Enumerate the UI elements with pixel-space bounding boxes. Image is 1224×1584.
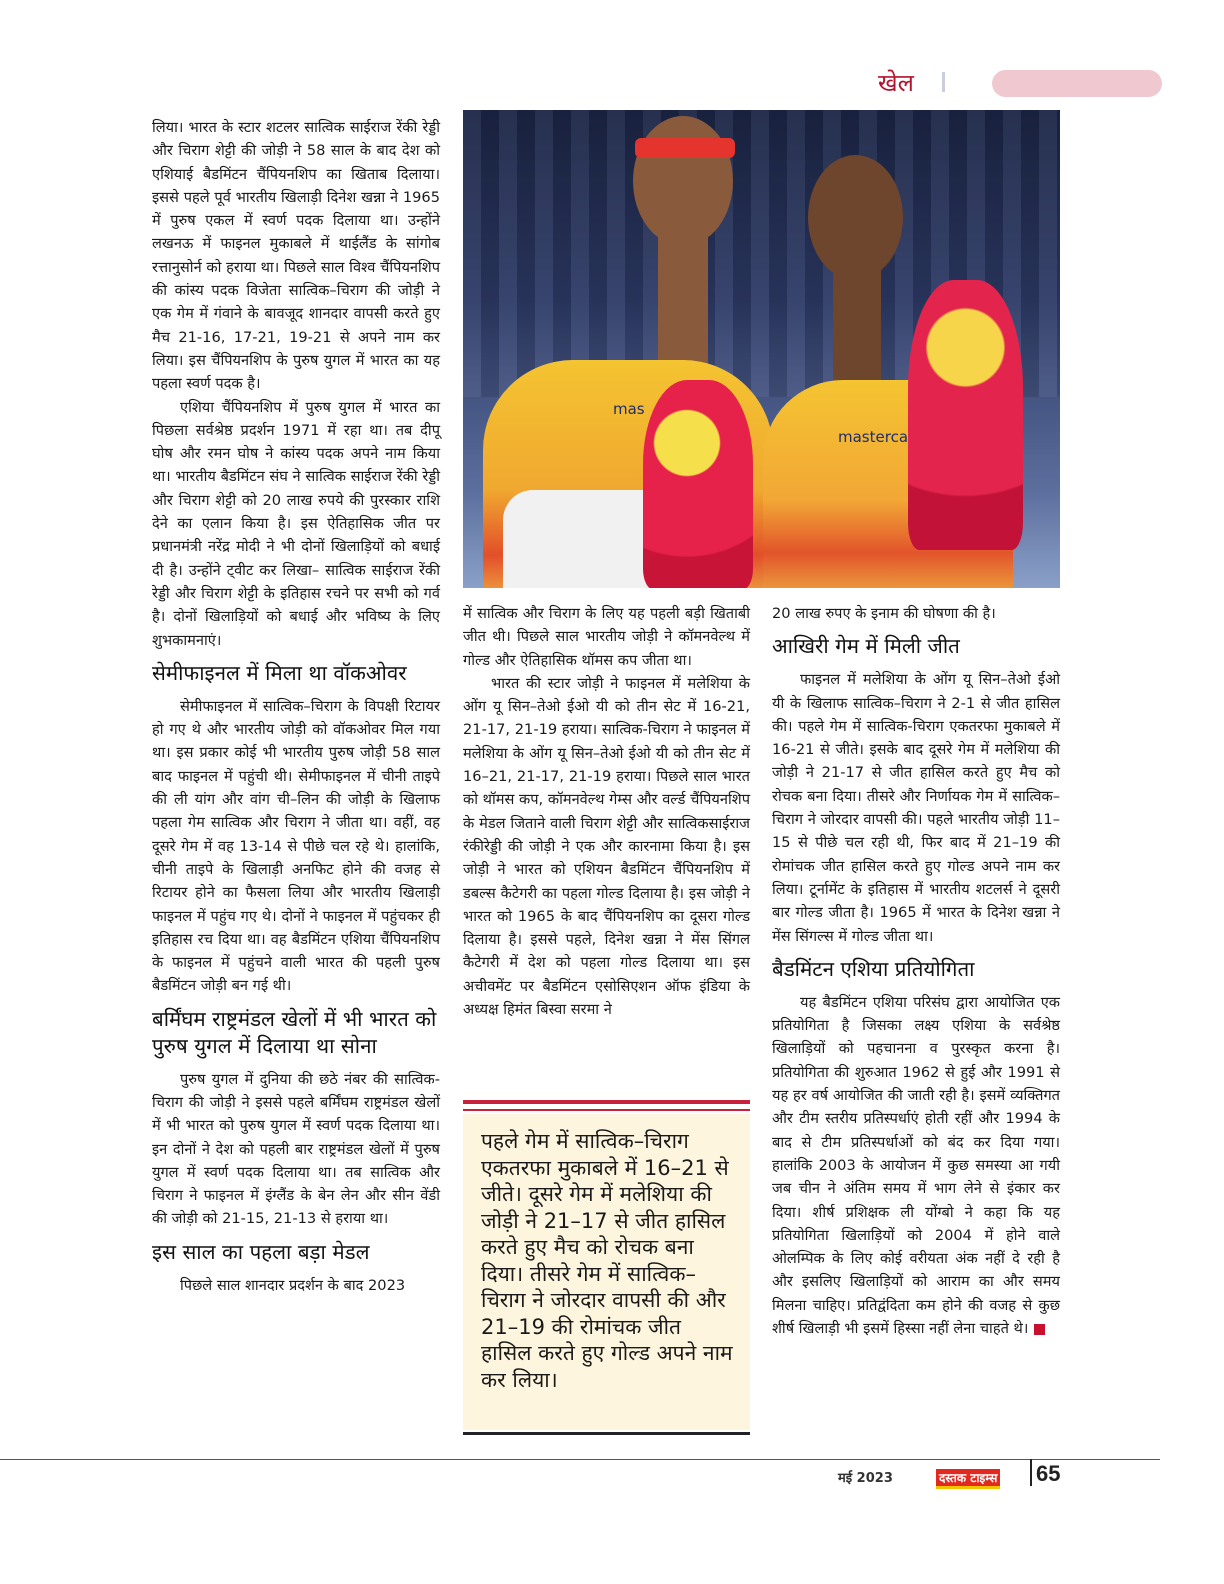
bouquet-right [908, 280, 1023, 550]
issue-date: मई 2023 [838, 1471, 893, 1486]
header-divider [942, 72, 945, 92]
subheading: आखिरी गेम में मिली जीत [772, 634, 960, 659]
paragraph-text: यह बैडमिंटन एशिया परिसंघ द्वारा आयोजित एक प्रतियोगिता है जिसका लक्ष्य एशिया के सर्वश्रेष्ठ खिलाड़ियों को पहचानना व पुरस्कृत करना है। प्रतियोगिता की शुरुआत 1962 से हुई और 1991 से यह हर वर्ष आयोजित की जाती रही है। इसमें व्यक्तिगत और टीम स्तरीय प्रतिस्पर्धाएं होती रहीं और 1994 के बाद से टीम प्रतिस्पर्धाओं को बंद कर दिया गया। हालांकि 2003 के आयोजन में कुछ समस्या आ गयी जब चीन ने अंतिम समय में भाग लेने से इंकार कर दिया। शीर्ष प्रशिक्षक ली योंग्बो ने कहा कि यह प्रतियोगिता खिलाड़ियों को 2004 में होने वाले ओलम्पिक के लिए कोई वरीयता अंक नहीं दे रही है और इसलिए खिलाड़ियों को आराम का और समय मिलना चाहिए। प्रतिद्वंदिता कम होने की वजह से कुछ शीर्ष खिलाड़ी भी इसमें हिस्सा नहीं लेना चाहते थे। [772, 993, 1060, 1338]
paragraph: सेमीफाइनल में सात्विक–चिराग के विपक्षी रिटायर हो गए थे और भारतीय जोड़ी को वॉकओवर मिल गया था। इस प्रकार कोई भी भारतीय पुरुष जोड़ी 58 साल बाद फाइनल में पहुंची थी। सेमीफाइनल में चीनी ताइपे की ली यांग और वांग ची–लिन की जोड़ी के खिलाफ पहला गेम सात्विक और चिराग ने जीता था। वहीं, वह दूसरे गेम में वह 13-14 से पीछे चल रहे थे। हालांकि, चीनी ताइपे के खिलाड़ी अनफिट होने की वजह से रिटायर होने का फैसला लिया और भारतीय खिलाड़ी फाइनल में पहुंच गए थे। दोनों ने फाइनल में पहुंचकर ही इतिहास रच दिया था। वह बैडमिंटन एशिया चैंपियनशिप के फाइनल में पहुंचने वाली भारत की पहली पुरुष बैडमिंटन जोड़ी बन गई थी। [152, 697, 440, 995]
page-number: 65 [1036, 1461, 1061, 1486]
article-column-2 [463, 602, 750, 1021]
headband [635, 138, 735, 158]
paragraph: पिछले साल शानदार प्रदर्शन के बाद 2023 [180, 1276, 406, 1294]
player-left-head [633, 116, 733, 246]
player-right-head [808, 155, 903, 280]
players-photo [463, 110, 1060, 588]
subheading: बर्मिंघम राष्ट्रमंडल खेलों में भी भारत को पुरुष युगल में दिलाया था सोना [152, 1006, 437, 1058]
header-decoration [992, 70, 1162, 97]
footer-divider [0, 1459, 1160, 1460]
paragraph: लिया। भारत के स्टार शटलर सात्विक साईराज रेंकी रेड्डी और चिराग शेट्टी की जोड़ी ने 58 साल के बाद देश को एशियाई बैडमिंटन चैंपियनशिप का खिताब दिलाया। इससे पहले पूर्व भारतीय खिलाड़ी दिनेश खन्ना ने 1965 में पुरुष एकल में स्वर्ण पदक दिलाया था। उन्होंने लखनऊ में फाइनल मुकाबले में थाईलैंड के सांगोब रत्तानुसोर्न को हराया था। पिछले साल विश्व चैंपियनशिप की कांस्य पदक विजेता सात्विक–चिराग की जोड़ी ने एक गेम में गंवाने के बावजूद शानदार वापसी करते हुए मैच 21-16, 17-21, 19-21 से अपने नाम कर लिया। इस चैंपियनशिप के पुरुष युगल में भारत का यह पहला स्वर्ण पदक है। [152, 119, 440, 393]
paragraph: 20 लाख रुपए के इनाम की घोषणा की है। [772, 605, 996, 622]
article-column-1 [152, 116, 440, 1297]
subheading: इस साल का पहला बड़ा मेडल [152, 1239, 370, 1264]
paragraph [772, 991, 1060, 1340]
paragraph: में सात्विक और चिराग के लिए यह पहली बड़ी खिताबी जीत थी। पिछले साल भारतीय जोड़ी ने कॉमनवेल्थ में गोल्ड और ऐतिहासिक थॉमस कप जीता था। [463, 605, 750, 669]
subheading: सेमीफाइनल में मिला था वॉकओवर [152, 660, 407, 685]
paragraph: फाइनल में मलेशिया के ओंग यू सिन–तेओ ईओ यी के खिलाफ सात्विक–चिराग ने 2-1 से जीत हासिल की। पहले गेम में सात्विक-चिराग एकतरफा मुकाबले में 16-21 से जीते। इसके बाद दूसरे गेम में मलेशिया की जोड़ी ने 21-17 से जीत हासिल करते हुए मैच को रोचक बना दिया। तीसरे और निर्णायक गेम में सात्विक–चिराग ने जोरदार वापसी की। पहले भारतीय जोड़ी 11–15 से पीछे चल रही थी, फिर बाद में 21–19 की रोमांचक जीत हासिल करते हुए गोल्ड अपने नाम कर लिया। टूर्नामेंट के इतिहास में भारतीय शटलर्स ने दूसरी बार गोल्ड जीता है। 1965 में भारत के दिनेश खन्ना ने मेंस सिंगल्स में गोल्ड जीता था। [772, 671, 1060, 945]
paragraph: एशिया चैंपियनशिप में पुरुष युगल में भारत का पिछला सर्वश्रेष्ठ प्रदर्शन 1971 में रहा था। तब दीपू घोष और रमन घोष ने कांस्य पदक अपने नाम किया था। भारतीय बैडमिंटन संघ ने सात्विक साईराज रेंकी रेड्डी और चिराग शेट्टी को 20 लाख रुपये की पुरस्कार राशि देने का एलान किया है। इस ऐतिहासिक जीत पर प्रधानमंत्री नरेंद्र मोदी ने भी दोनों खिलाड़ियों को बधाई दी है। उन्होंने ट्वीट कर लिखा– सात्विक साईराज रेंकी रेड्डी और चिराग शेट्टी के इतिहास रचने पर सभी को गर्व है। दोनों खिलाड़ियों को बधाई और भविष्य के लिए शुभकामनाएं। [152, 398, 440, 649]
shirt-logo: mas [613, 400, 645, 418]
paragraph: पुरुष युगल में दुनिया की छठे नंबर की सात्विक-चिराग की जोड़ी ने इससे पहले बर्मिंघम राष्ट्रमंडल खेलों में भी भारत को पुरुष युगल में स्वर्ण पदक दिलाया था। इन दोनों ने देश को पहली बार राष्ट्रमंडल खेलों में पुरुष युगल में स्वर्ण पदक दिलाया था। तब सात्विक और चिराग ने फाइनल में इंग्लैंड के बेन लेन और सीन वेंडी की जोड़ी को 21-15, 21-13 से हराया था। [152, 1070, 440, 1228]
shirt-logo: masterca [838, 428, 909, 446]
article-column-3 [772, 602, 1060, 1340]
magazine-logo: दस्तक टाइम्स [936, 1469, 1000, 1489]
subheading: बैडमिंटन एशिया प्रतियोगिता [772, 956, 975, 981]
bouquet-left [643, 380, 753, 588]
pull-quote-bottom-rule [463, 1432, 750, 1435]
player-left-neck [658, 230, 708, 370]
player-right-neck [833, 270, 881, 390]
section-label: खेल [878, 69, 914, 97]
paragraph: भारत की स्टार जोड़ी ने फाइनल में मलेशिया के ओंग यू सिन–तेओ ईओ यी को तीन सेट में 16-21, 21-17, 21-19 हराया। सात्विक-चिराग ने फाइनल में मलेशिया के ओंग यू सिन–तेओ ईओ यी को तीन सेट में 16–21, 21-17, 21-19 हराया। पिछले साल भारत को थॉमस कप, कॉमनवेल्थ गेम्स और वर्ल्ड चैंपियनशिप के मेडल जिताने वाली चिराग शेट्टी और सात्विकसाईराज रंकीरेड्डी की जोड़ी ने एक और कारनामा किया है। इस जोड़ी ने भारत को एशियन बैडमिंटन चैंपियनशिप में डबल्स कैटेगरी का पहला गोल्ड दिलाया है। इस जोड़ी ने भारत को 1965 के बाद चैंपियनशिप का दूसरा गोल्ड दिलाया है। इससे पहले, दिनेश खन्ना ने मेंस सिंगल कैटेगरी में देश को पहला गोल्ड दिलाया था। इस अचीवमेंट पर बैडमिंटन एसोसिएशन ऑफ इंडिया के अध्यक्ष हिमंत बिस्वा सरमा ने [463, 674, 750, 1019]
pull-quote: पहले गेम में सात्विक–चिराग एकतरफा मुकाबले में 16–21 से जीते। दूसरे गेम में मलेशिया की जोड़ी ने 21–17 से जीत हासिल करते हुए मैच को रोचक बना दिया। तीसरे गेम में सात्विक–चिराग ने जोरदार वापसी की और 21–19 की रोमांचक जीत हासिल करते हुए गोल्ड अपने नाम कर लिया। [463, 1114, 750, 1430]
footer-separator [1030, 1459, 1032, 1486]
end-of-article-icon [1034, 1324, 1045, 1335]
